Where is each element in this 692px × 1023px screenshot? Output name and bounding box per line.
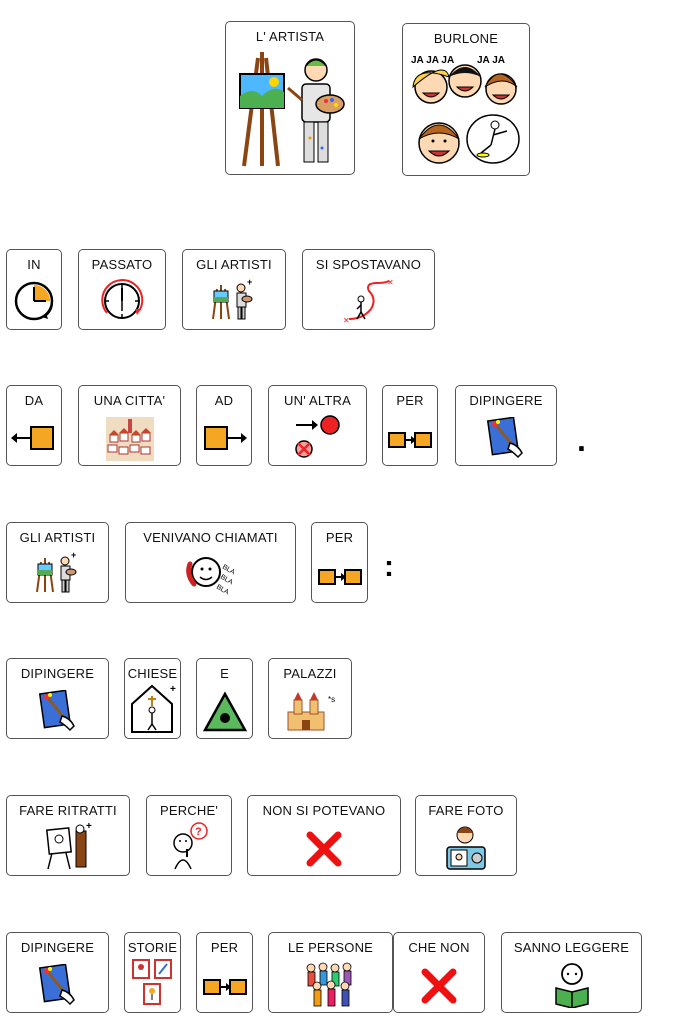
- card-label: CHE NON: [408, 940, 470, 955]
- purpose-boxes-icon: [383, 425, 437, 461]
- card-per[interactable]: [311, 522, 368, 603]
- svg-text:✕: ✕: [386, 278, 394, 287]
- card-fare-ritratti[interactable]: [6, 795, 130, 876]
- bla-text: BLA: [214, 583, 230, 597]
- reading-book-icon: [502, 960, 641, 1008]
- card-dipingere[interactable]: [6, 658, 109, 739]
- header-card-joker[interactable]: [402, 23, 530, 176]
- card-label: SANNO LEGGERE: [513, 940, 630, 955]
- city-icon: [79, 417, 180, 461]
- palace-icon: [269, 688, 351, 734]
- card-si-spostavano[interactable]: [302, 249, 435, 330]
- portrait-icon: [7, 821, 129, 871]
- card-label: SI SPOSTAVANO: [315, 257, 422, 272]
- card-label: DA: [24, 393, 44, 408]
- arrow-from-box-icon: [7, 417, 61, 461]
- question-person-icon: [147, 821, 231, 871]
- laugh-right-text: JA JA: [477, 55, 505, 66]
- and-triangle-icon: [197, 690, 252, 734]
- card-venivano-chiamati[interactable]: [125, 522, 296, 603]
- card-e[interactable]: [196, 658, 253, 739]
- card-label: IN: [27, 257, 41, 272]
- card-in[interactable]: [6, 249, 62, 330]
- bla-text: BLA: [218, 573, 234, 587]
- church-icon: [125, 682, 180, 734]
- card-label: NON SI POTEVANO: [262, 803, 386, 818]
- paint-brush-icon: [7, 964, 108, 1008]
- card-non-si-potevano[interactable]: [247, 795, 401, 876]
- svg-text:?: ?: [195, 826, 202, 838]
- card-label: CHIESE: [127, 666, 178, 681]
- card-label: VENIVANO CHIAMATI: [143, 530, 278, 545]
- card-da[interactable]: [6, 385, 62, 466]
- card-label: DIPINGERE: [20, 666, 95, 681]
- red-cross-icon: [248, 831, 400, 867]
- svg-text:✕: ✕: [342, 316, 350, 325]
- card-label: PER: [210, 940, 239, 955]
- card-label: DIPINGERE: [469, 393, 543, 408]
- card-che-non[interactable]: [393, 932, 485, 1013]
- laugh-left-text: JA JA JA: [411, 55, 455, 66]
- card-label: UN' ALTRA: [284, 393, 351, 408]
- people-crowd-icon: [269, 960, 392, 1008]
- card-label: PER: [396, 393, 424, 408]
- card-per[interactable]: [196, 932, 253, 1013]
- phone-call-icon: [126, 548, 295, 598]
- period-punctuation: .: [577, 422, 586, 458]
- card-fare-foto[interactable]: [415, 795, 517, 876]
- card-gli-artisti[interactable]: [182, 249, 286, 330]
- card-una-citta[interactable]: [78, 385, 181, 466]
- card-label: STORIE: [127, 940, 178, 955]
- purpose-boxes-icon: [312, 562, 367, 598]
- card-label: PALAZZI: [283, 666, 337, 681]
- card-label: PASSATO: [91, 257, 153, 272]
- svg-text:+: +: [169, 684, 176, 695]
- card-le-persone[interactable]: [268, 932, 393, 1013]
- card-dipingere[interactable]: [6, 932, 109, 1013]
- camera-photo-icon: [416, 823, 516, 871]
- card-passato[interactable]: [78, 249, 166, 330]
- paint-brush-icon: [7, 690, 108, 734]
- svg-text:+: +: [86, 821, 92, 832]
- artist-painting-icon: [226, 48, 354, 170]
- clock-past-icon: [79, 277, 165, 325]
- card-label: L' ARTISTA: [255, 29, 325, 44]
- card-label: BURLONE: [433, 31, 499, 46]
- svg-text:*s: *s: [328, 695, 336, 704]
- arrow-to-box-icon: [197, 417, 251, 461]
- card-label: UNA CITTA': [93, 393, 166, 408]
- header-card-artist[interactable]: [225, 21, 355, 175]
- card-chiese[interactable]: [124, 658, 181, 739]
- card-un-altra[interactable]: [268, 385, 367, 466]
- clock-forward-icon: [7, 277, 61, 325]
- stories-icon: [125, 958, 180, 1008]
- bla-text: BLA: [220, 563, 236, 577]
- card-dipingere[interactable]: [455, 385, 557, 466]
- card-label: E: [220, 666, 229, 681]
- card-storie[interactable]: [124, 932, 181, 1013]
- card-label: PER: [325, 530, 354, 545]
- card-label: GLI ARTISTI: [19, 530, 96, 545]
- card-ad[interactable]: [196, 385, 252, 466]
- colon-punctuation: :: [384, 550, 394, 583]
- card-label: FARE FOTO: [428, 803, 504, 818]
- card-perche[interactable]: [146, 795, 232, 876]
- card-sanno-leggere[interactable]: [501, 932, 642, 1013]
- card-label: AD: [214, 393, 234, 408]
- laughing-kids-icon: [403, 47, 529, 171]
- artist-plural-icon: [183, 279, 285, 325]
- purpose-boxes-icon: [197, 972, 252, 1008]
- card-label: GLI ARTISTI: [196, 257, 272, 272]
- card-palazzi[interactable]: [268, 658, 352, 739]
- walking-path-icon: [303, 277, 434, 325]
- paint-brush-icon: [456, 417, 556, 461]
- card-label: DIPINGERE: [20, 940, 95, 955]
- card-gli-artisti[interactable]: [6, 522, 109, 603]
- card-label: FARE RITRATTI: [19, 803, 117, 818]
- card-label: LE PERSONE: [287, 940, 374, 955]
- card-per[interactable]: [382, 385, 438, 466]
- red-cross-icon: [394, 968, 484, 1004]
- other-one-icon: [269, 413, 366, 461]
- artist-plural-icon: [7, 552, 108, 598]
- card-label: PERCHE': [159, 803, 219, 818]
